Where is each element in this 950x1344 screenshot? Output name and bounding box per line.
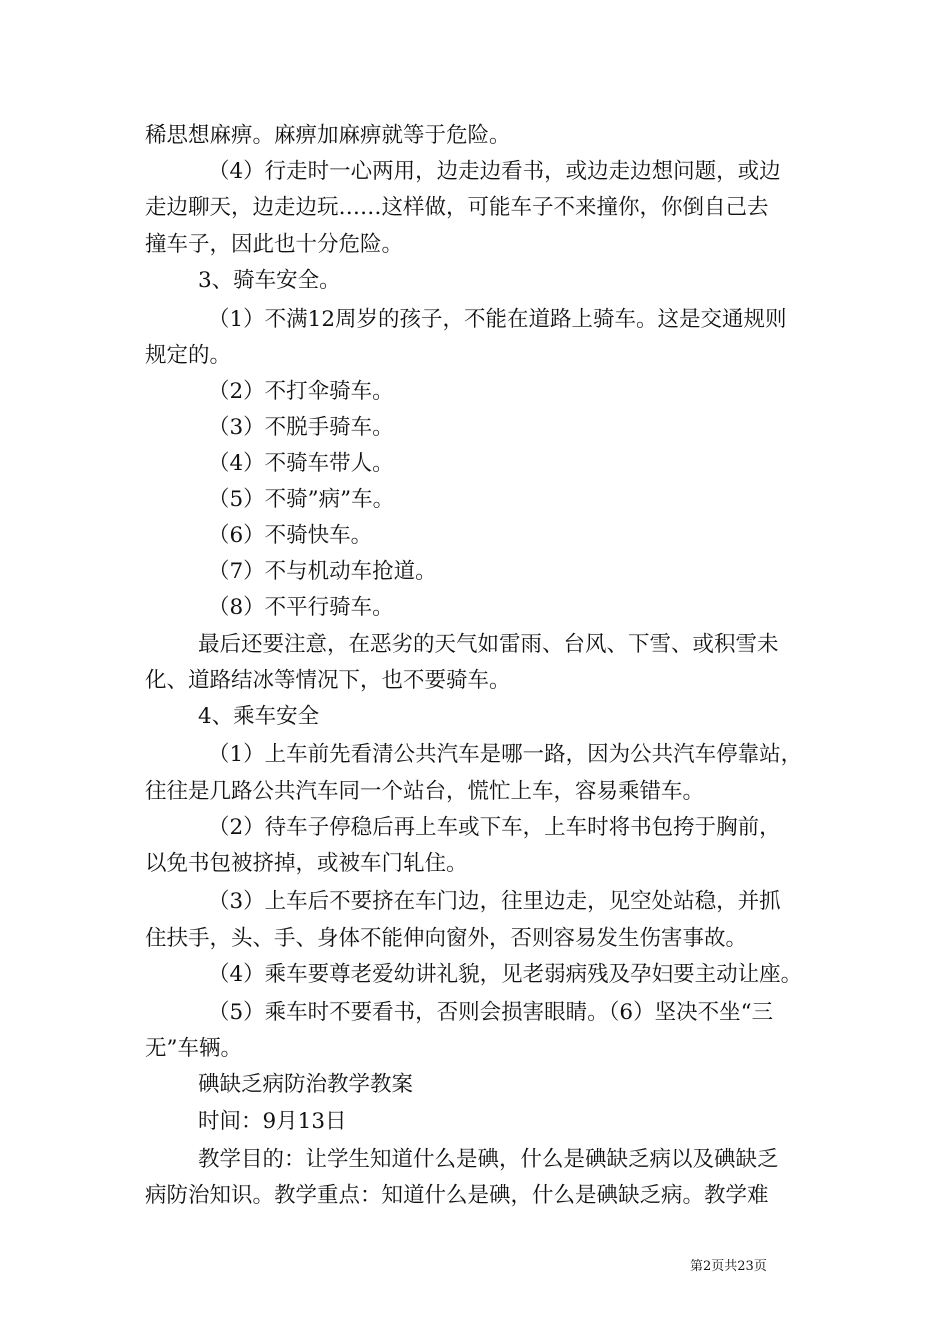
- text-line: （8）不平行骑车。: [208, 595, 394, 620]
- text-line: 最后还要注意，在恶劣的天气如雷雨、台风、下雪、或积雪未: [198, 632, 779, 657]
- text-line: （3）上车后不要挤在车门边，往里边走，见空处站稳，并抓: [208, 889, 781, 914]
- text-line: （7）不与机动车抢道。: [208, 559, 437, 584]
- text-line: （6）不骑快车。: [208, 523, 373, 548]
- text-line: （1）上车前先看清公共汽车是哪一路，因为公共汽车停靠站，: [208, 742, 803, 767]
- text-line: 化、道路结冰等情况下，也不要骑车。: [145, 668, 511, 693]
- text-line: 3、骑车安全。: [198, 268, 341, 293]
- text-line: （4）乘车要尊老爱幼讲礼貌，见老弱病残及孕妇要主动让座。: [208, 962, 803, 987]
- text-line: 住扶手，头、手、身体不能伸向窗外，否则容易发生伤害事故。: [145, 926, 748, 951]
- text-line: 以免书包被挤掉，或被车门轧住。: [145, 851, 468, 876]
- text-line: （3）不脱手骑车。: [208, 415, 394, 440]
- text-line: 无”车辆。: [145, 1036, 242, 1061]
- section-heading: 碘缺乏病防治教学教案: [198, 1072, 414, 1097]
- text-line: 时间：9月13日: [198, 1109, 347, 1134]
- text-line: （4）行走时一心两用，边走边看书，或边走边想问题，或边: [208, 159, 781, 184]
- text-line: （5）不骑”病”车。: [208, 487, 395, 512]
- text-line: 走边聊天，边走边玩……这样做，可能车子不来撞你，你倒自己去: [145, 195, 769, 220]
- text-line: 教学目的：让学生知道什么是碘，什么是碘缺乏病以及碘缺乏: [198, 1147, 779, 1172]
- text-line: （1）不满12周岁的孩子，不能在道路上骑车。这是交通规则: [208, 307, 787, 332]
- page-number: 第2页共23页: [690, 1259, 767, 1274]
- text-line: 往往是几路公共汽车同一个站台，慌忙上车，容易乘错车。: [145, 779, 705, 804]
- text-line: 撞车子，因此也十分危险。: [145, 232, 404, 257]
- text-line: 稀思想麻痹。麻痹加麻痹就等于危险。: [145, 123, 511, 148]
- text-line: 4、乘车安全: [198, 704, 320, 729]
- text-line: 规定的。: [145, 343, 232, 368]
- text-line: （2）不打伞骑车。: [208, 379, 394, 404]
- text-line: 病防治知识。教学重点：知道什么是碘，什么是碘缺乏病。教学难: [145, 1183, 769, 1208]
- text-line: （4）不骑车带人。: [208, 451, 394, 476]
- text-line: （5）乘车时不要看书，否则会损害眼睛。（6）坚决不坐“三: [208, 1000, 774, 1025]
- text-line: （2）待车子停稳后再上车或下车，上车时将书包挎于胸前，: [208, 815, 781, 840]
